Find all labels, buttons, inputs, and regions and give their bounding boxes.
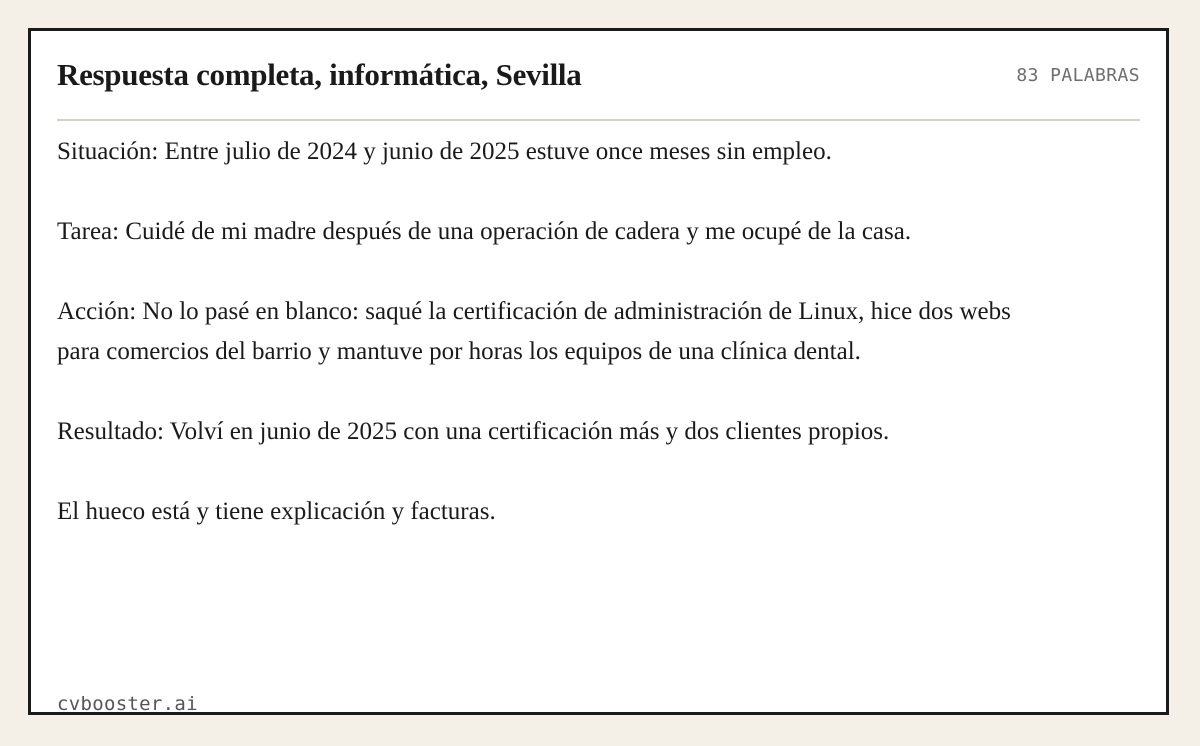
card-header (57, 53, 1140, 121)
answer-card (28, 28, 1169, 715)
paragraph-action: Acción: No lo pasé en blanco: saqué la certificación de administración de Linux, hice dos webs para comercios del barrio y mantuve por horas los equipos de una clínica dental. (57, 298, 1011, 365)
answer-body (57, 132, 1017, 572)
brand-footer: cvbooster.ai (57, 693, 198, 715)
card-title: Respuesta completa, informática, Sevilla (57, 57, 582, 92)
word-count-label: 83 PALABRAS (1016, 65, 1140, 86)
paragraph-result: Resultado: Volví en junio de 2025 con una certificación más y dos clientes propios. (57, 418, 890, 445)
paragraph-situation: Situación: Entre julio de 2024 y junio de 2025 estuve once meses sin empleo. (57, 138, 832, 165)
paragraph-closing: El hueco está y tiene explicación y facturas. (57, 498, 496, 525)
paragraph-task: Tarea: Cuidé de mi madre después de una operación de cadera y me ocupé de la casa. (57, 218, 912, 245)
